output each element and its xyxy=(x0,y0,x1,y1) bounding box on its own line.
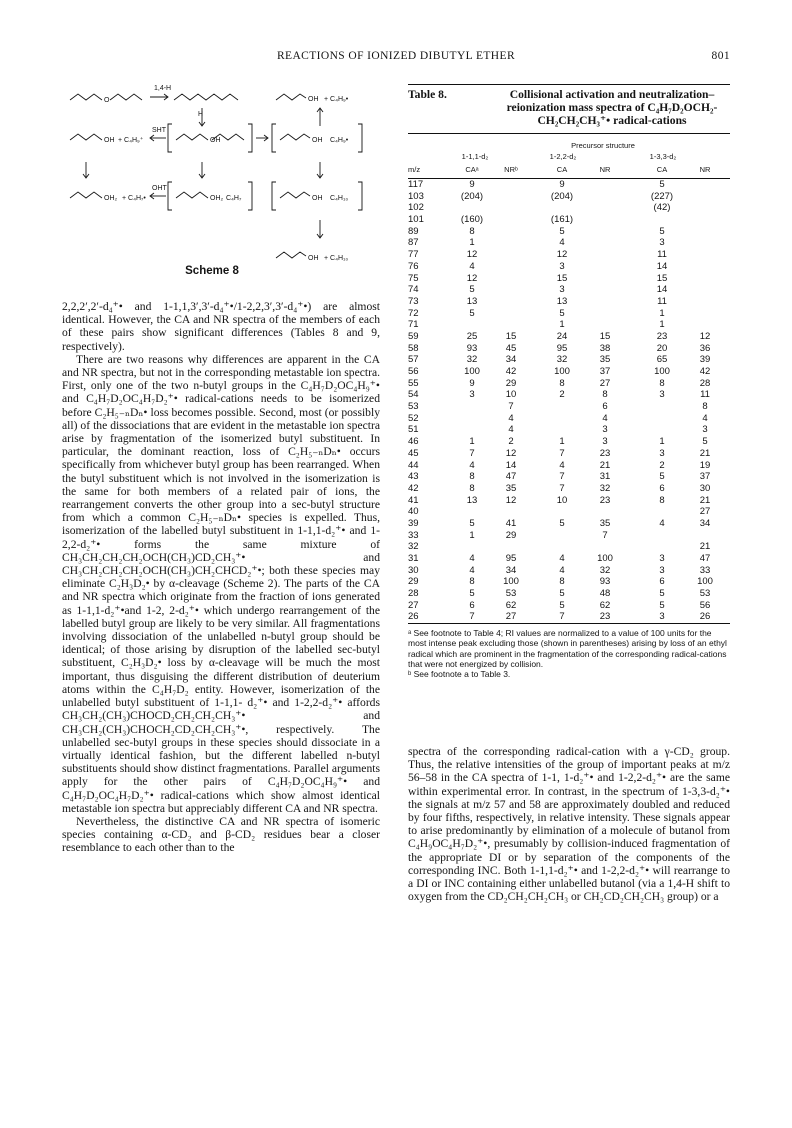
scheme-caption: Scheme 8 xyxy=(185,265,239,277)
intensity-cell: 5 xyxy=(559,225,565,237)
intensity-cell: 4 xyxy=(508,424,514,436)
label-oht: OHT xyxy=(152,185,167,192)
intensity-cell: 5 xyxy=(469,307,475,319)
intensity-cell: 7 xyxy=(559,447,565,459)
intensity-cell: 4 xyxy=(659,517,665,529)
intensity-cell: 100 xyxy=(464,366,480,377)
intensity-cell: 10 xyxy=(505,389,517,401)
intensity-cell: 15 xyxy=(505,330,517,342)
intensity-cell: 29 xyxy=(505,529,517,541)
intensity-cell: 9 xyxy=(469,377,475,389)
intensity-cell: (160) xyxy=(460,214,484,226)
table-row xyxy=(408,273,730,285)
intensity-cell: 3 xyxy=(602,424,608,436)
intensity-cell: 34 xyxy=(505,354,517,366)
intensity-cell: 12 xyxy=(466,272,478,284)
intensity-cell: 23 xyxy=(599,611,611,623)
subheader-ca-1: CAᵃ xyxy=(465,165,479,174)
intensity-cell: 5 xyxy=(559,307,565,319)
intensity-cell: 42 xyxy=(505,366,517,377)
intensity-cell: 35 xyxy=(505,482,517,494)
table-8 xyxy=(408,84,730,679)
intensity-cell: 24 xyxy=(556,330,568,342)
table-row xyxy=(408,249,730,261)
intensity-cell: 3 xyxy=(659,553,665,564)
intensity-cell: 25 xyxy=(466,330,478,342)
running-title: REACTIONS OF IONIZED DIBUTYL ETHER xyxy=(276,50,516,62)
intensity-cell: 8 xyxy=(469,576,475,588)
subheader-nr-1: NRᵇ xyxy=(504,165,518,174)
mz-cell: 58 xyxy=(408,342,419,354)
intensity-cell: 42 xyxy=(699,366,711,377)
table-row xyxy=(408,424,730,436)
intensity-cell: 7 xyxy=(602,529,608,541)
intensity-cell: 53 xyxy=(505,588,517,600)
intensity-cell: 62 xyxy=(505,599,517,611)
intensity-cell: 7 xyxy=(469,447,475,459)
label-c4h10-final: + C₄H₁₀ xyxy=(324,255,349,262)
intensity-cell: 95 xyxy=(556,342,568,354)
intensity-cell: 93 xyxy=(599,576,611,588)
intensity-cell: 14 xyxy=(656,284,668,296)
intensity-cell: 3 xyxy=(659,447,665,459)
intensity-cell: 5 xyxy=(659,599,665,611)
intensity-cell: 8 xyxy=(659,494,665,506)
table-row xyxy=(408,588,730,600)
mz-cell: 45 xyxy=(408,447,419,459)
intensity-cell: 5 xyxy=(659,225,665,237)
table-row xyxy=(408,436,730,448)
intensity-cell: 11 xyxy=(657,249,667,261)
table-footnotes xyxy=(408,628,730,679)
mz-cell: 75 xyxy=(408,272,419,284)
mz-cell: 76 xyxy=(408,260,419,272)
intensity-cell: 5 xyxy=(702,436,708,448)
intensity-cell: 7 xyxy=(559,471,565,483)
label-oh-bracket: OH xyxy=(210,137,221,144)
running-header xyxy=(62,50,730,66)
table-row xyxy=(408,565,730,577)
table-row xyxy=(408,495,730,507)
intensity-cell: 100 xyxy=(697,576,713,588)
intensity-cell: 5 xyxy=(469,284,475,296)
intensity-cell: 14 xyxy=(656,260,668,272)
intensity-cell: 15 xyxy=(599,330,611,342)
intensity-cell: 8 xyxy=(469,471,475,483)
intensity-cell: 5 xyxy=(469,588,475,600)
intensity-cell: 1 xyxy=(659,436,665,448)
intensity-cell: 5 xyxy=(559,517,565,529)
intensity-cell: 2 xyxy=(559,389,565,401)
intensity-cell: 11 xyxy=(657,295,667,307)
table-row xyxy=(408,179,730,191)
intensity-cell: (227) xyxy=(650,190,674,202)
intensity-cell: 7 xyxy=(508,401,514,413)
intensity-cell: 30 xyxy=(699,482,711,494)
intensity-cell: 93 xyxy=(466,342,478,354)
table-row xyxy=(408,448,730,460)
intensity-cell: 28 xyxy=(699,377,711,389)
footnote-a: ᵃ See footnote to Table 4; RI values are normalized to a value of 100 units for the most intense peak excluding those (shown in parentheses) arising by loss of an ethyl radical which are prominent in the fragmentation of the corresponding radical-cations that were not energized by collision. xyxy=(408,628,727,669)
intensity-cell: 34 xyxy=(505,564,517,576)
intensity-cell: 47 xyxy=(505,471,517,483)
intensity-cell: 8 xyxy=(559,576,565,588)
label-c4h10-bracket: C₄H₁₀ xyxy=(330,195,349,202)
label-oh2-bracket: OH₂ xyxy=(210,195,224,202)
table-row xyxy=(408,518,730,530)
mz-cell: 77 xyxy=(408,249,419,261)
mz-cell: 43 xyxy=(408,471,419,483)
intensity-cell: 15 xyxy=(656,272,668,284)
intensity-cell: 8 xyxy=(602,389,608,401)
intensity-cell: 3 xyxy=(469,389,475,401)
intensity-cell: 100 xyxy=(503,576,519,588)
mz-cell: 51 xyxy=(408,424,419,436)
intensity-cell: 5 xyxy=(559,588,565,600)
intensity-cell: 11 xyxy=(700,389,710,401)
intensity-cell: 23 xyxy=(656,330,668,342)
intensity-cell: 9 xyxy=(559,179,565,190)
intensity-cell: 95 xyxy=(505,553,517,564)
intensity-cell: 4 xyxy=(559,553,565,564)
label-oh-right: OH xyxy=(312,137,323,144)
mz-cell: 46 xyxy=(408,436,419,448)
mz-cell: 71 xyxy=(408,319,419,331)
intensity-cell: 4 xyxy=(602,412,608,424)
label-c4h9-row2: + C₄H₉⁺ xyxy=(118,137,144,144)
intensity-cell: 21 xyxy=(699,494,711,506)
table-row xyxy=(408,553,730,565)
intensity-cell: 8 xyxy=(469,482,475,494)
mz-cell: 26 xyxy=(408,611,419,623)
label-h: H xyxy=(198,111,204,118)
intensity-cell: 1 xyxy=(659,307,665,319)
intensity-cell: 33 xyxy=(699,564,711,576)
intensity-cell: (204) xyxy=(550,190,574,202)
intensity-cell: 100 xyxy=(654,366,670,377)
label-14h-shift: 1,4-H xyxy=(154,85,172,92)
table-title: Collisional activation and neutralization–reionization mass spectra of C₄H₇D₂OCH₂-CH₂CH₂CH₃⁺• radical-cations xyxy=(506,88,718,127)
mz-cell: 40 xyxy=(408,506,419,518)
intensity-cell: 1 xyxy=(559,436,565,448)
intensity-cell: 6 xyxy=(602,401,608,413)
label-c4h9-bracket: C₄H₉• xyxy=(330,137,349,144)
label-sht: SHT xyxy=(152,127,166,134)
intensity-cell: 48 xyxy=(599,588,611,600)
table-row xyxy=(408,284,730,296)
table-row xyxy=(408,460,730,472)
intensity-cell: 56 xyxy=(699,599,711,611)
page-number: 801 xyxy=(711,50,730,62)
intensity-cell: 41 xyxy=(505,517,517,529)
intensity-cell: 4 xyxy=(559,237,565,249)
table-row xyxy=(408,308,730,320)
mz-cell: 59 xyxy=(408,330,419,342)
intensity-cell: 35 xyxy=(599,354,611,366)
intensity-cell: 21 xyxy=(599,459,611,471)
intensity-cell: 5 xyxy=(659,588,665,600)
intensity-cell: 27 xyxy=(505,611,517,623)
intensity-cell: 21 xyxy=(699,541,711,553)
mz-cell: 27 xyxy=(408,599,419,611)
intensity-cell: 4 xyxy=(559,564,565,576)
table-row xyxy=(408,483,730,495)
table-row xyxy=(408,191,730,203)
intensity-cell: 13 xyxy=(556,295,568,307)
mz-cell: 101 xyxy=(408,214,424,226)
intensity-cell: 9 xyxy=(469,179,475,190)
table-row xyxy=(408,401,730,413)
mz-cell: 30 xyxy=(408,564,419,576)
table-row xyxy=(408,378,730,390)
intensity-cell: 34 xyxy=(699,517,711,529)
intensity-cell: 100 xyxy=(597,553,613,564)
label-oh-row2: OH xyxy=(104,137,115,144)
mz-cell: 33 xyxy=(408,529,419,541)
label-oh-top: OH xyxy=(308,96,319,103)
label-c4h7-row3: + C₄H₇• xyxy=(122,195,146,202)
intensity-cell: 12 xyxy=(505,447,517,459)
mz-cell: 102 xyxy=(408,202,424,214)
intensity-cell: 1 xyxy=(469,529,475,541)
left-paragraph-1: 2,2,2′,2′-d₄⁺• and 1-1,1,3′,3′-d₄⁺•/1-2,2,3′,3′-d₄⁺•) are almost identical. However, the CA and NR spectra of the members of each of these pairs show significant differences (Tables 8 and 9, respectively). xyxy=(62,300,380,353)
left-paragraph-3: Nevertheless, the distinctive CA and NR spectra of isomeric species containing α-CD₂ and β-CD₂ residues bear a closer resemblance to each other than to the xyxy=(62,814,380,855)
intensity-cell: (42) xyxy=(653,202,671,214)
intensity-cell: 26 xyxy=(699,611,711,623)
intensity-cell: 8 xyxy=(702,401,708,413)
intensity-cell: 27 xyxy=(699,506,711,518)
group-header-1: 1-1,1-d₂ xyxy=(461,152,489,161)
mz-cell: 103 xyxy=(408,190,424,202)
intensity-cell: 5 xyxy=(659,471,665,483)
reaction-scheme-diagram xyxy=(62,78,362,293)
intensity-cell: 37 xyxy=(699,471,711,483)
mz-cell: 74 xyxy=(408,284,419,296)
intensity-cell: 4 xyxy=(469,459,475,471)
intensity-cell: 5 xyxy=(559,599,565,611)
table-row xyxy=(408,202,730,214)
intensity-cell: 7 xyxy=(469,611,475,623)
table-label: Table 8. xyxy=(408,88,447,101)
mz-cell: 32 xyxy=(408,541,419,553)
label-c4h9-top: + C₄H₉• xyxy=(324,96,349,103)
intensity-cell: (161) xyxy=(550,214,574,226)
intensity-cell: 29 xyxy=(505,377,517,389)
mz-cell: 57 xyxy=(408,354,419,366)
intensity-cell: 7 xyxy=(559,482,565,494)
intensity-cell: 23 xyxy=(599,447,611,459)
subheader-mz: m/z xyxy=(408,165,421,174)
intensity-cell: 6 xyxy=(659,576,665,588)
table-header xyxy=(408,133,730,178)
intensity-cell: 8 xyxy=(469,225,475,237)
intensity-cell: 8 xyxy=(659,377,665,389)
intensity-cell: 3 xyxy=(559,260,565,272)
intensity-cell: 53 xyxy=(699,588,711,600)
intensity-cell: 65 xyxy=(656,354,668,366)
intensity-cell: 2 xyxy=(659,459,665,471)
intensity-cell: 39 xyxy=(699,354,711,366)
intensity-cell: 37 xyxy=(599,366,611,377)
left-paragraph-2: There are two reasons why differences are apparent in the CA and NR spectra, but not in the corresponding metastable ion spectra. First, only one of the two n-butyl groups in the C₄H₇D₂OC₄H₉⁺• and C₄H₇D₂OC₄H₇D₂⁺• radical-cations needs to be isomerized before C₂H₅₋ₙDₙ• loss becomes possible. Second, most (or possibly all) of the dissociations that are evident in the metastable ion spectra arise by fragmentation of the isomerized butyl substituent. In particular, the dominant reaction, loss of C₂H₅₋ₙDₙ• occurs specifically from whichever butyl group has been rearranged. When the butyl substituent which is not involved in the isomerization is the same for both members of a related pair of ions, the rearrangement converts the other group into a sec-butyl structure from which a common C₂H₅₋ₙDₙ• species is expelled. Thus, isomerization of the labelled butyl substituent in 1-1,1-d₂⁺• and 1-2,2-d₂⁺• forms the same mixture of CH₃CH₂CH₂CH₂OCH(CH₃)CD₂CH₃⁺• and CH₃CH₂CH₂CH₂OCH(CH₃)CH₂CHCD₂⁺•; both these species may eliminate C₂H₃D₂• by α-cleavage (Scheme 2). The parts of the CA and NR spectra which originate from the fraction of ions generated as 1-1,1-d₂⁺•and 1-2, 2-d₂⁺• which undergo rearrangement of the labelled butyl group are likely to be very similar. All fragmentations involving dissociation of the unlabelled n-butyl group should be identical; of those arising by disruption of the labelled sec-butyl substituent, C₂H₃D₂• loss by α-cleavage will be much the most important, thus disguising the different distribution of deuterium atoms within the C₄H₇D₂ entity. However, isomerization of the unlabelled butyl substituent of 1-1,1- d₂⁺• and 1-2,2-d₂⁺• affords CH₃CH₂(CH₃)CHOCD₂CH₂CH₂CH₃⁺• and CH₃CH₂(CH₃)CHOCH₂CD₂CH₂CH₃⁺•, respectively. The unlabelled sec-butyl groups in these species should dissociate in a virtually identical fashion, but the different labelled n-butyl substituents should show distinct fragmentations. Parallel arguments apply for the other pairs of C₄H₇D₂OC₄H₉⁺• and C₄H₇D₂OC₄H₇D₂⁺• radical-cations which show almost identical metastable ion spectra but appreciably different CA and NR spectra. xyxy=(62,352,380,815)
intensity-cell: 12 xyxy=(556,249,568,261)
mz-cell: 29 xyxy=(408,576,419,588)
group-header-2: 1-2,2-d₂ xyxy=(549,152,577,161)
label-oh2-row3: OH₂ xyxy=(104,195,118,202)
intensity-cell: 23 xyxy=(599,494,611,506)
intensity-cell: 32 xyxy=(556,354,568,366)
intensity-cell: 5 xyxy=(469,517,475,529)
subheader-ca-3: CA xyxy=(656,165,668,174)
mz-cell: 117 xyxy=(408,179,424,190)
intensity-cell: 3 xyxy=(659,611,665,623)
intensity-cell: 47 xyxy=(699,553,711,564)
intensity-cell: 3 xyxy=(602,436,608,448)
intensity-cell: 1 xyxy=(659,319,665,331)
table-row xyxy=(408,530,730,542)
table-row xyxy=(408,331,730,343)
intensity-cell: 2 xyxy=(508,436,514,448)
intensity-cell: 12 xyxy=(505,494,517,506)
intensity-cell: 32 xyxy=(599,482,611,494)
table-body xyxy=(408,178,730,624)
label-oh-final: OH xyxy=(308,255,319,262)
intensity-cell: 1 xyxy=(469,237,475,249)
mz-cell: 56 xyxy=(408,366,419,377)
table-row xyxy=(408,237,730,249)
label-c4h7-bracket: C₄H₇ xyxy=(226,195,242,202)
mz-cell: 89 xyxy=(408,225,419,237)
intensity-cell: 3 xyxy=(659,389,665,401)
intensity-cell: 15 xyxy=(556,272,568,284)
label-oh-row3-right: OH xyxy=(312,195,323,202)
intensity-cell: 1 xyxy=(559,319,565,331)
table-row xyxy=(408,471,730,483)
intensity-cell: 4 xyxy=(469,564,475,576)
intensity-cell: 13 xyxy=(466,295,478,307)
intensity-cell: 3 xyxy=(659,237,665,249)
intensity-cell: 3 xyxy=(659,564,665,576)
mz-cell: 28 xyxy=(408,588,419,600)
right-text-column xyxy=(408,745,730,903)
label-o: O xyxy=(104,97,110,104)
table-title-block xyxy=(408,84,730,127)
intensity-cell: 19 xyxy=(699,459,711,471)
group-header-3: 1-3,3-d₂ xyxy=(649,152,677,161)
table-row xyxy=(408,226,730,238)
intensity-cell: 6 xyxy=(469,599,475,611)
table-row xyxy=(408,576,730,588)
mz-cell: 41 xyxy=(408,494,419,506)
intensity-cell: 100 xyxy=(554,366,570,377)
table-row xyxy=(408,541,730,553)
intensity-cell: 3 xyxy=(702,424,708,436)
table-row xyxy=(408,413,730,425)
mz-cell: 87 xyxy=(408,237,419,249)
intensity-cell: 12 xyxy=(466,249,478,261)
intensity-cell: 4 xyxy=(702,412,708,424)
mz-cell: 55 xyxy=(408,377,419,389)
table-row xyxy=(408,261,730,273)
intensity-cell: 5 xyxy=(659,179,665,190)
intensity-cell: 27 xyxy=(599,377,611,389)
table-row xyxy=(408,366,730,378)
mz-cell: 73 xyxy=(408,295,419,307)
intensity-cell: 38 xyxy=(599,342,611,354)
intensity-cell: 32 xyxy=(466,354,478,366)
table-row xyxy=(408,354,730,366)
intensity-cell: 13 xyxy=(466,494,478,506)
mz-cell: 39 xyxy=(408,517,419,529)
mz-cell: 52 xyxy=(408,412,419,424)
right-paragraph-1: spectra of the corresponding radical-cation with a γ-CD₂ group. Thus, the relative intensities of the group of important peaks at m/z 56–58 in the CA spectra of 1-1, 1-d₂⁺• and 1-2,2-d₂⁺• are the same within experimental error. In contrast, in the spectrum of 1-3,3-d₂⁺• the signals at m/z 57 and 58 are approximately doubled and reduced by four fifths, respectively, in relative intensity. These signals appear to arise predominantly by elimination of a molecule of butanol from C₄H₉OC₄H₇D₂⁺•, presumably by collision-induced fragmentation of the appropriate DI or by separation of the components of the corresponding INC. Both 1-1,1-d₂⁺• and 1-2,2-d₂⁺• will rearrange to a DI or INC containing either unlabelled butanol (via a 1,4-H shift to oxygen from the CD₂CH₂CH₂CH₃ or CH₂CD₂CH₂CH₃ group) or a xyxy=(408,745,730,904)
intensity-cell: 35 xyxy=(599,517,611,529)
intensity-cell: 3 xyxy=(559,284,565,296)
intensity-cell: 31 xyxy=(599,471,611,483)
intensity-cell: 6 xyxy=(659,482,665,494)
intensity-cell: 1 xyxy=(469,436,475,448)
intensity-cell: 32 xyxy=(599,564,611,576)
table-row xyxy=(408,319,730,331)
mz-cell: 42 xyxy=(408,482,419,494)
table-row xyxy=(408,506,730,518)
mz-cell: 44 xyxy=(408,459,419,471)
left-text-column xyxy=(62,300,380,855)
intensity-cell: 20 xyxy=(656,342,668,354)
intensity-cell: 7 xyxy=(559,611,565,623)
intensity-cell: 4 xyxy=(508,412,514,424)
mz-cell: 72 xyxy=(408,307,419,319)
table-row xyxy=(408,343,730,355)
table-row xyxy=(408,296,730,308)
intensity-cell: 45 xyxy=(505,342,517,354)
intensity-cell: 4 xyxy=(469,260,475,272)
subheader-ca-2: CA xyxy=(556,165,568,174)
footnote-b: ᵇ See footnote a to Table 3. xyxy=(408,668,511,679)
intensity-cell: 36 xyxy=(699,342,711,354)
intensity-cell: 10 xyxy=(556,494,568,506)
intensity-cell: 4 xyxy=(469,553,475,564)
intensity-cell: (204) xyxy=(460,190,484,202)
intensity-cell: 4 xyxy=(559,459,565,471)
subheader-nr-3: NR xyxy=(699,165,711,174)
intensity-cell: 8 xyxy=(559,377,565,389)
table-row xyxy=(408,611,730,623)
intensity-cell: 62 xyxy=(599,599,611,611)
table-row xyxy=(408,389,730,401)
precursor-structure-header: Precursor structure xyxy=(571,141,635,150)
subheader-nr-2: NR xyxy=(599,165,611,174)
mz-cell: 54 xyxy=(408,389,419,401)
intensity-cell: 12 xyxy=(699,330,711,342)
mz-cell: 53 xyxy=(408,401,419,413)
table-row xyxy=(408,214,730,226)
table-row xyxy=(408,600,730,612)
mz-cell: 31 xyxy=(408,553,419,564)
intensity-cell: 21 xyxy=(699,447,711,459)
scheme-8-figure xyxy=(62,78,362,293)
intensity-cell: 14 xyxy=(505,459,517,471)
